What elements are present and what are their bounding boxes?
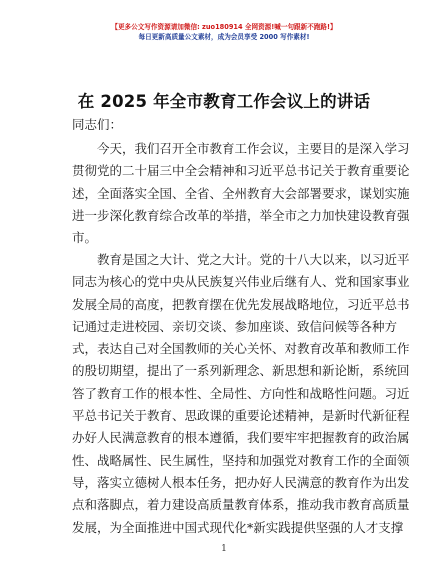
- paragraph-1: [72, 138, 410, 249]
- banner-line-1: 【更多公文写作资源请加微信: zuo180914 全网资源!喊一句跟新不跑路!】: [111, 23, 337, 31]
- paragraph-1-line: 市。: [72, 230, 98, 246]
- paragraph-2-line: 发展全局的高度，把教育摆在优先发展战略地位，习近平总书: [72, 296, 410, 312]
- paragraph-2-line: 式，表达自己对全国教师的关心关怀、对教育改革和教师工作: [72, 341, 410, 357]
- paragraph-1-line: 贯彻党的二十届三中全会精神和习近平总书记关于教育重要论: [72, 163, 410, 179]
- paragraph-2-line: 导，落实立德树人根本任务，把办好人民满意的教育作为出发: [72, 474, 410, 490]
- banner-line-2: 每日更新高质量公文素材，成为会员享受 2000 写作素材!: [138, 33, 310, 41]
- page-number: 1: [221, 544, 227, 554]
- paragraph-2-line: 答了教育工作的根本性、全局性、方向性和战略性问题。习近: [72, 385, 410, 401]
- paragraph-2-line: 性、战略属性、民生属性，坚持和加强党对教育工作的全面领: [72, 452, 410, 468]
- paragraph-2: [72, 249, 410, 539]
- paragraph-2-line: 记通过走进校园、亲切交谈、参加座谈、致信问候等各种方: [72, 318, 398, 334]
- document-title: 在 2025 年全市教育工作会议上的讲话: [77, 92, 371, 111]
- paragraph-2-line: 发展，为全面推进中国式现代化*新实践提供坚强的人才支撑: [72, 519, 404, 535]
- paragraph-1-line: 今天，我们召开全市教育工作会议，主要目的是深入学习: [97, 141, 410, 156]
- promo-banner: [0, 22, 448, 43]
- paragraph-2-line: 同志为核心的党中央从民族复兴伟业后继有人、党和国家事业: [72, 274, 410, 290]
- paragraph-1-line: 述，全面落实全国、全省、全州教育大会部署要求，谋划实施: [72, 185, 410, 201]
- paragraph-2-line: 办好人民满意教育的根本遵循，我们要牢牢把握教育的政治属: [72, 430, 410, 446]
- paragraph-2-line: 平总书记关于教育、思政课的重要论述精神，是新时代新征程: [72, 408, 410, 424]
- paragraph-2-line: 的殷切期望，提出了一系列新理念、新思想和新论断，系统回: [72, 363, 410, 379]
- paragraph-2-line: 教育是国之大计、党之大计。党的十八大以来，以习近平: [97, 252, 410, 267]
- paragraph-2-line: 点和落脚点，着力建设高质量教育体系，推动我市教育高质量: [72, 497, 410, 513]
- paragraph-1-line: 进一步深化教育综合改革的举措，举全市之力加快建设教育强: [72, 207, 410, 223]
- salutation: 同志们：: [72, 117, 123, 132]
